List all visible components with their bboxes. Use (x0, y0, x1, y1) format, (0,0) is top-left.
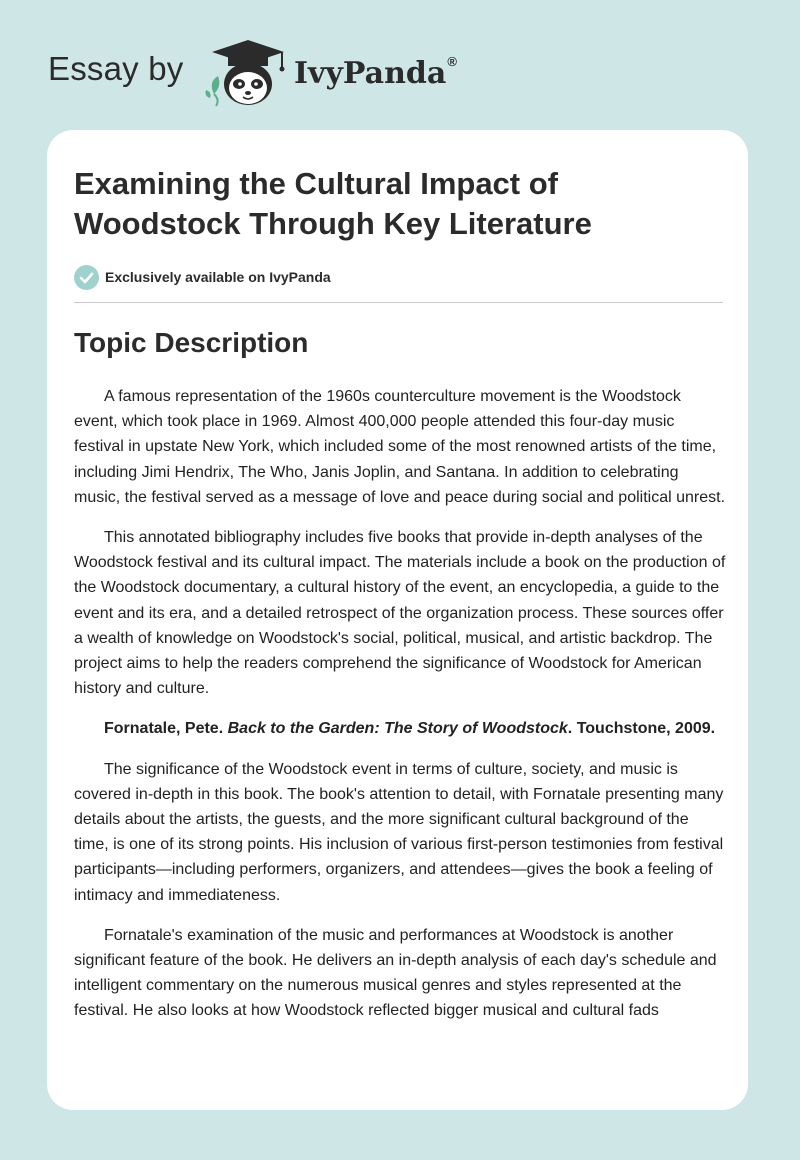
essay-by-label: Essay by (48, 50, 184, 87)
section-heading: Topic Description (74, 327, 309, 358)
citation-book-title: Back to the Garden: The Story of Woodstock (227, 720, 568, 738)
page-title: Examining the Cultural Impact of Woodstock Through Key Literature (74, 166, 592, 241)
exclusive-badge (74, 264, 331, 290)
paragraph: This annotated bibliography includes five books that provide in-depth analyses of the Woodstock festival and its cultural impact. The materials include a book on the production of the Woodstock documentary, a cultural history of the event, an encyclopedia, a guide to the event and its era, and a detailed retrospect of the organization process. These sources offer a wealth of knowledge on Woodstock's social, political, musical, and artistic backdrop. The project aims to help the readers comprehend the significance of Woodstock for American history and culture. (74, 529, 726, 698)
citation-publisher: . Touchstone, 2009. (567, 720, 716, 738)
paragraph: A famous representation of the 1960s counterculture movement is the Woodstock event, which took place in 1969. Almost 400,000 people attended this four-day music festival in upstate New York, which included some of the most renowned artists of the time, including Jimi Hendrix, The Who, Janis Joplin, and Santana. In addition to celebrating music, the festival served as a message of love and peace during social and political unrest. (74, 388, 726, 506)
citation (74, 716, 726, 741)
panda-graduation-cap-icon[interactable] (198, 38, 290, 108)
site-header (0, 0, 800, 130)
paragraph: The significance of the Woodstock event in terms of culture, society, and music is covered in-depth in this book. The book's attention to detail, with Fornatale presenting many details about the artists, the guests, and the more significant cultural background of the time, is one of its strong points. His inclusion of various first-person testimonies from festival participants—including performers, organizers, and attendees—gives the book a feeling of intimacy and immediateness. (74, 760, 724, 904)
paragraph: Fornatale's examination of the music and performances at Woodstock is another significant feature of the book. He delivers an in-depth analysis of each day's schedule and intelligent commentary on the numerous musical genres and styles represented at the festival. He also looks at how Woodstock reflected bigger musical and cultural fads (74, 926, 717, 1020)
citation-author: Fornatale, Pete. (104, 720, 224, 738)
brand-name-text: IvyPanda (294, 56, 447, 91)
brand-name[interactable] (294, 56, 457, 91)
divider (74, 302, 723, 303)
article-body (74, 384, 726, 1039)
registered-mark: ® (447, 54, 457, 69)
exclusive-badge-label: Exclusively available on IvyPanda (105, 269, 331, 285)
checkmark-icon (74, 265, 99, 290)
article-card (47, 130, 748, 1110)
